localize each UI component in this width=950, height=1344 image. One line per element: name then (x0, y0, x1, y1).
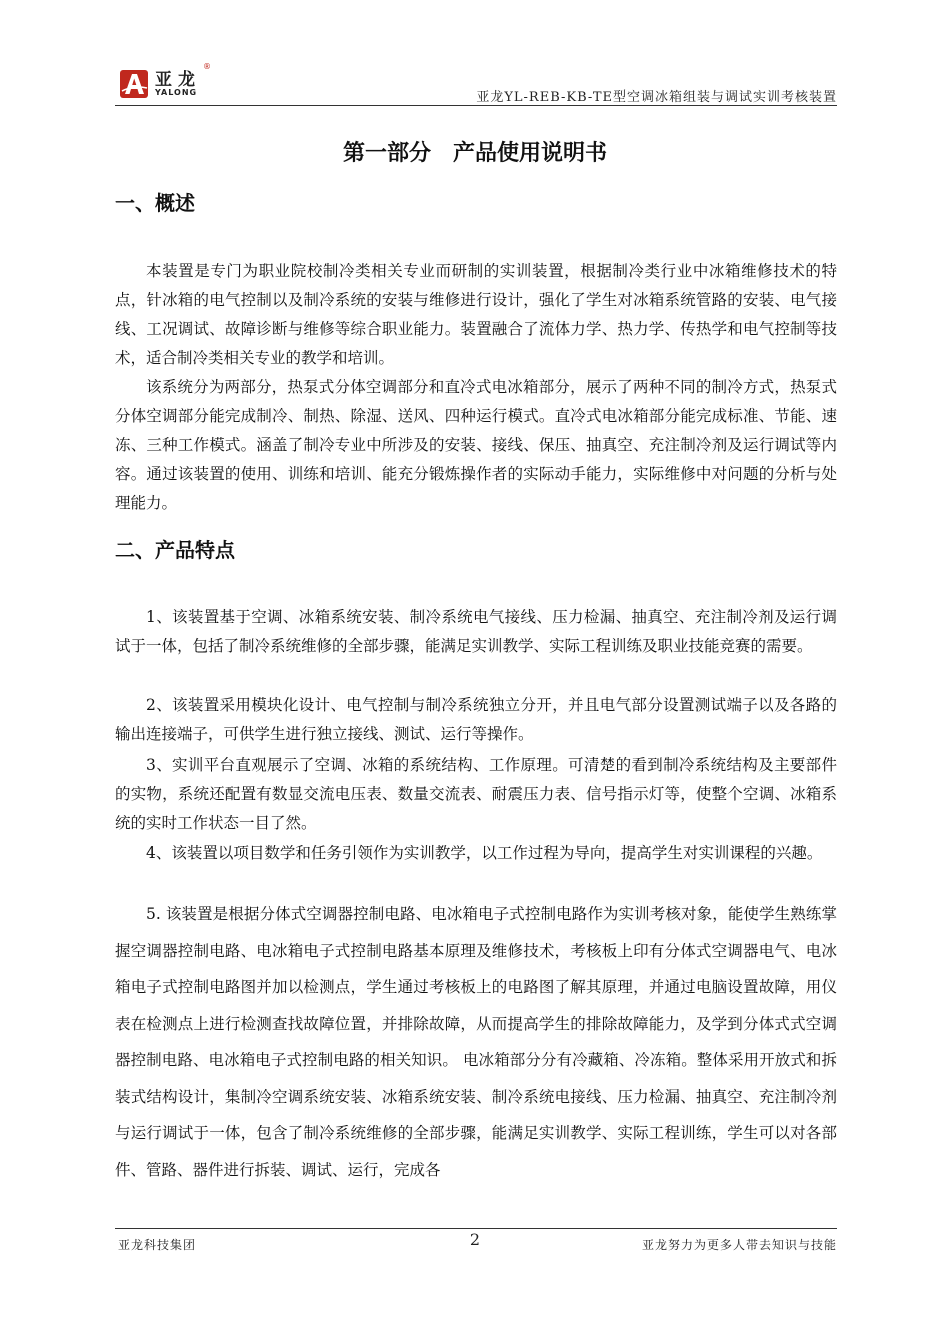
header-divider (115, 105, 837, 106)
section-heading-features: 二、产品特点 (115, 538, 235, 562)
yalong-logo (115, 62, 225, 102)
section-heading-overview: 一、概述 (115, 191, 195, 215)
logo-english-text: YALONG (155, 88, 198, 97)
header-product-title: 亚龙YL-REB-KB-TE型空调冰箱组装与调试实训考核装置 (476, 90, 837, 105)
list-item: 2、该装置采用模块化设计、电气控制与制冷系统独立分开，并且电气部分设置测试端子以及各路的输出连接端子，可供学生进行独立接线、测试、运行等操作。 (115, 696, 837, 743)
paragraph: 本装置是专门为职业院校制冷类相关专业而研制的实训装置，根据制冷类行业中冰箱维修技术的特点，针冰箱的电气控制以及制冷系统的安装与维修进行设计，强化了学生对冰箱系统管路的安装、电气接线、工况调试、故障诊断与维修等综合职业能力。装置融合了流体力学、热力学、传热学和电气控制等技术，适合制冷类相关专业的教学和培训。 (115, 262, 837, 367)
list-item: 3、实训平台直观展示了空调、冰箱的系统结构、工作原理。可清楚的看到制冷系统结构及主要部件的实物，系统还配置有数显交流电压表、数量交流表、耐震压力表、信号指示灯等，使整个空调、冰箱系统的实时工作状态一目了然。 (115, 756, 837, 832)
page-number: 2 (469, 1230, 481, 1249)
footer-divider (115, 1228, 837, 1229)
list-item: 5. 该装置是根据分体式空调器控制电路、电冰箱电子式控制电路作为实训考核对象，能使学生熟练掌握空调器控制电路、电冰箱电子式控制电路基本原理及维修技术，考核板上印有分体式空调器电气、电冰箱电子式控制电路图并加以检测点，学生通过考核板上的电路图了解其原理，并通过电脑设置故障，用仪表在检测点上进行检测查找故障位置，并排除故障，从而提高学生的排除故障能力，及学到分体式式空调器控制电路、电冰箱电子式控制电路的相关知识。 电冰箱部分分有冷藏箱、冷冻箱。整体采用开放式和拆装式结构设计，集制冷空调系统安装、冰箱系统安装、制冷系统电接线、压力检漏、抽真空、充注制冷剂与运行调试于一体，包含了制冷系统维修的全部步骤，能满足实训教学、实际工程训练，学生可以对各部件、管路、器件进行拆装、调试、运行，完成各 (115, 905, 837, 1179)
footer-company: 亚龙科技集团 (118, 1238, 197, 1252)
page-header (115, 62, 837, 104)
paragraph: 该系统分为两部分，热泵式分体空调部分和直冷式电冰箱部分，展示了两种不同的制冷方式，热泵式分体空调部分能完成制冷、制热、除湿、送风、四种运行模式。直冷式电冰箱部分能完成标准、节能、速冻、三种工作模式。涵盖了制冷专业中所涉及的安装、接线、保压、抽真空、充注制冷剂及运行调试等内容。通过该装置的使用、训练和培训、能充分锻炼操作者的实际动手能力，实际维修中对问题的分析与处理能力。 (115, 378, 837, 512)
footer-slogan: 亚龙努力为更多人带去知识与技能 (641, 1238, 837, 1252)
yalong-logo-icon (120, 70, 148, 98)
registered-mark: ® (203, 62, 211, 71)
document-title: 第一部分 产品使用说明书 (342, 141, 607, 166)
logo-chinese-text: 亚龙 (155, 70, 201, 90)
list-item: 4、该装置以项目数学和任务引领作为实训教学，以工作过程为导向，提高学生对实训课程的兴趣。 (146, 844, 823, 862)
list-item: 1、该装置基于空调、冰箱系统安装、制冷系统电气接线、压力检漏、抽真空、充注制冷剂及运行调试于一体，包括了制冷系统维修的全部步骤，能满足实训教学、实际工程训练及职业技能竞赛的需要。 (115, 608, 837, 655)
